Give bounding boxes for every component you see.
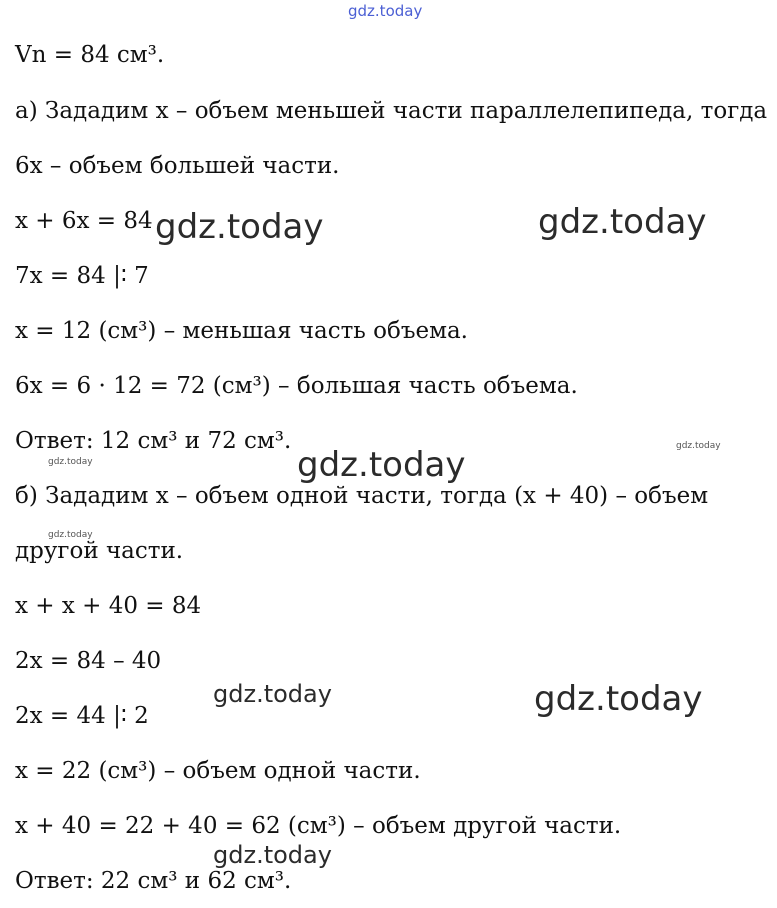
watermark: gdz.today [155,207,324,247]
watermark: gdz.today [676,441,721,451]
given-volume: Vn = 84 см³. [15,42,165,68]
part-a-intro-cont: 6x – объем большей части. [15,153,340,179]
watermark: gdz.today [538,202,707,242]
watermark: gdz.today [213,841,332,869]
part-b-intro-cont: другой части. [15,538,184,564]
part-a-solution: x = 12 (см³) – меньшая часть объема. [15,318,468,344]
watermark: gdz.today [297,445,466,485]
part-a-intro: а) Зададим x – объем меньшей части параллелепипеда, тогда [15,98,768,124]
part-b-step-2: 2x = 44 |∶ 2 [15,703,149,729]
part-a-larger: 6x = 6 · 12 = 72 (см³) – большая часть объема. [15,373,578,399]
part-a-answer: Ответ: 12 см³ и 72 см³. [15,428,292,454]
part-b-solution: x = 22 (см³) – объем одной части. [15,758,421,784]
part-b-intro: б) Зададим x – объем одной части, тогда (x + 40) – объем [15,483,709,509]
watermark: gdz.today [48,530,93,540]
watermark: gdz.today [213,680,332,708]
watermark-top: gdz.today [348,2,423,20]
watermark: gdz.today [48,457,93,467]
part-a-equation: x + 6x = 84 [15,208,153,234]
part-b-other: x + 40 = 22 + 40 = 62 (см³) – объем другой части. [15,813,622,839]
part-b-answer: Ответ: 22 см³ и 62 см³. [15,868,292,894]
part-b-step-1: 2x = 84 – 40 [15,648,162,674]
watermark: gdz.today [534,679,703,719]
part-a-step: 7x = 84 |∶ 7 [15,263,149,289]
part-b-equation: x + x + 40 = 84 [15,593,202,619]
